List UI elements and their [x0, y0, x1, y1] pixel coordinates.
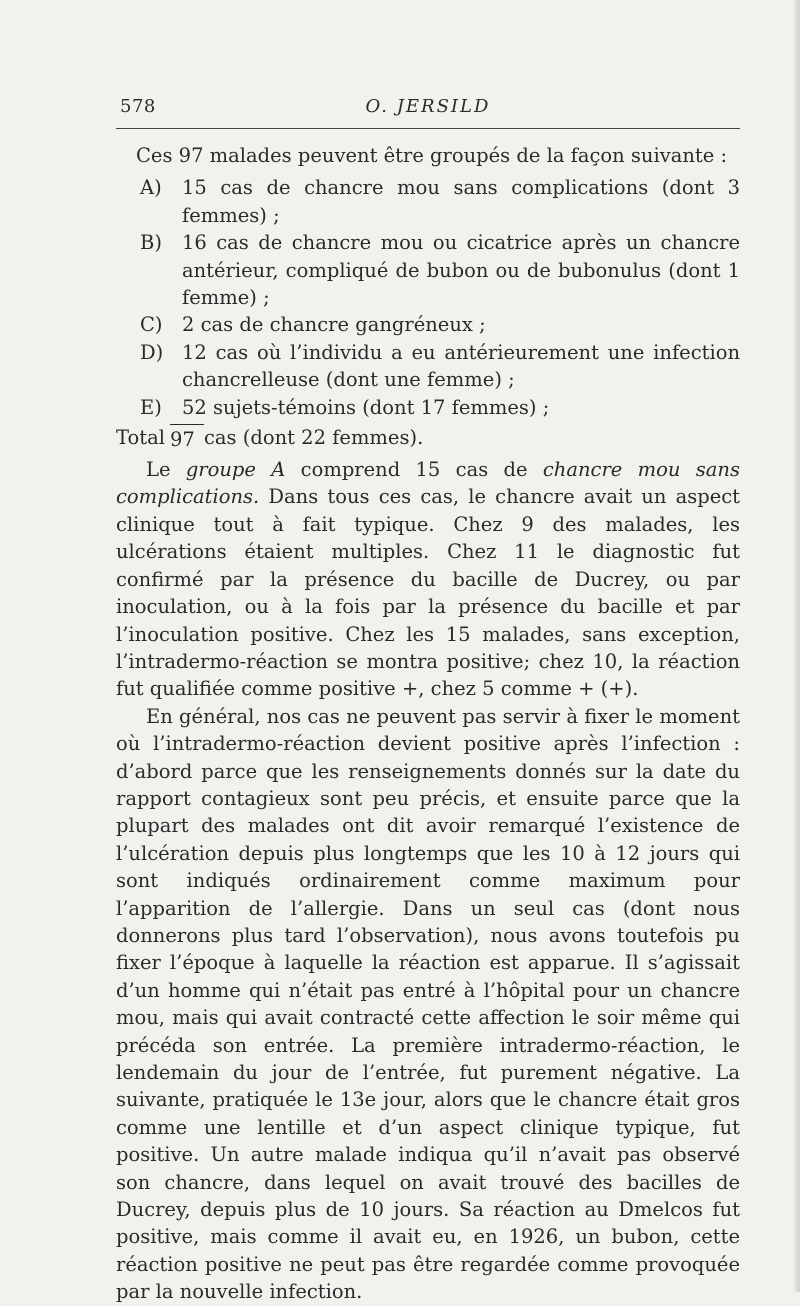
running-title: O. JERSILD [365, 96, 491, 117]
page-edge [794, 0, 800, 1292]
paragraph-mid: comprend 15 cas de [285, 458, 543, 482]
total-label: Total [116, 426, 165, 450]
total-line [116, 424, 740, 452]
group-text: 52 sujets-témoins (dont 17 femmes) ; [182, 395, 550, 419]
paragraph-rest: Dans tous ces cas, le chancre avait un aspect clinique tout à fait typique. Chez 9 des malades, les ulcérations étaient multiples. Chez 11 le diagnostic fut confirmé par la présence du bacille de Ducrey, ou par inoculation, ou à la fois par la présence du bacille et par l’inoculation positive. Chez les 15 malades, sans exception, l’intradermo-réaction se montra positive; chez 10, la réaction fut qualifiée comme positive +, chez 5 comme + (+). [116, 485, 740, 701]
intro-line: Ces 97 malades peuvent être groupés de la façon suivante : [136, 144, 728, 167]
emphasis-diagnosis: chancre mou sans complications. [116, 458, 740, 509]
group-text: 15 cas de chancre mou sans complications (dont 3 femmes) ; [182, 176, 740, 227]
header-rule [116, 128, 740, 129]
group-label: A) [140, 176, 162, 200]
group-text: 16 cas de chancre mou ou cicatrice après un chancre antérieur, compliqué de bubon ou de bubonulus (dont 1 femme) ; [182, 231, 740, 310]
group-text: 2 cas de chancre gangréneux ; [182, 313, 486, 337]
paragraph-groupe-a [116, 456, 740, 703]
group-text: 12 cas où l’individu a eu antérieurement une infection chancrelleuse (dont une femme) ; [182, 340, 740, 392]
body-text [116, 142, 740, 1306]
group-item-a [116, 174, 740, 229]
group-item-c [116, 311, 740, 338]
paragraph-lead: Le [146, 458, 186, 482]
group-item-b [116, 229, 740, 311]
group-label: E) [140, 395, 162, 419]
group-label: B) [140, 231, 162, 255]
group-label: C) [140, 313, 163, 337]
group-item-d [116, 339, 740, 394]
paragraph-general: En général, nos cas ne peuvent pas servir à fixer le moment où l’intradermo-réaction devient positive après l’infection : d’abord parce que les renseignements donnés sur la date du rapport contagieux sont peu précis, et ensuite parce que la plupart des malades ont dit avoir remarqué l’existence de l’ulcération depuis plus longtemps que les 10 à 12 jours qui sont indiqués ordinairement comme maximum pour l’apparition de l’allergie. Dans un seul cas (dont nous donnerons plus tard l’observation), nous avons toutefois pu fixer l’époque à laquelle la réaction est apparue. Il s’agissait d’un homme qui n’était pas entré à l’hôpital pour un chancre mou, mais qui avait contracté cette affection le soir même qui précéda son entrée. La première intradermo-réaction, le lendemain du jour de l’entrée, fut purement négative. La suivante, pratiquée le 13e jour, alors que le chancre était gros comme une lentille et d’un aspect clinique typique, fut positive. Un autre malade indiqua qu’il n’avait pas observé son chancre, dans lequel on avait trouvé des bacilles de Ducrey, depuis plus de 10 jours. Sa réaction au Dmelcos fut positive, mais comme il avait eu, en 1926, un bubon, cette réaction positive ne peut pas être regardée comme provoquée par la nouvelle infection. [116, 704, 740, 1304]
total-text: cas (dont 22 femmes). [204, 426, 424, 450]
page-header [116, 96, 740, 122]
page-number: 578 [120, 96, 156, 117]
emphasis-group-name: groupe A [185, 458, 286, 482]
total-count: 97 [170, 424, 204, 452]
group-label: D) [140, 340, 164, 364]
group-list [116, 174, 740, 421]
group-item-e [116, 394, 740, 421]
